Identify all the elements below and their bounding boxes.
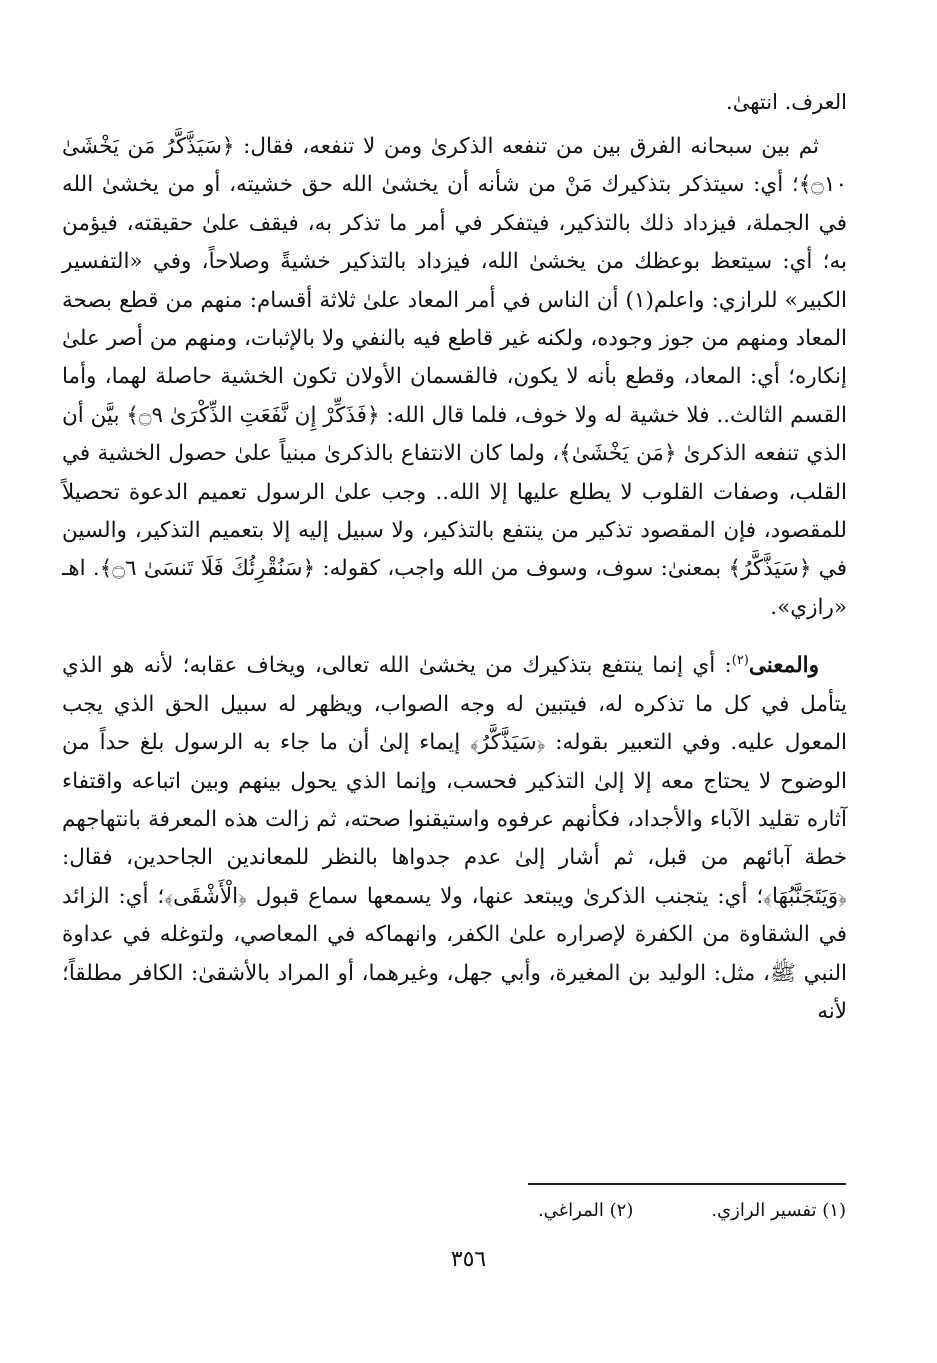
continued-line: العرف. انتهىٰ. [726,90,847,114]
footnote-1: (١) تفسير الرازي. [711,1200,846,1221]
paragraph-2-lead-word: والمعنى [748,653,819,679]
footnote-divider [528,1183,846,1185]
page-body [62,84,847,1031]
page-number: ٣٥٦ [450,1247,487,1272]
footnote-ref-2: (٢) [731,653,749,669]
paragraph-2 [62,647,847,1031]
footnotes [538,1197,846,1225]
paragraph-1: ثم بين سبحانه الفرق بين من تنفعه الذكرىٰ ومن لا تنفعه، فقال: ﴿سَيَذَّكَّرُ مَن يَخْشَىٰ ۝١٠﴾؛ أي: سيتذكر بتذكيرك مَنْ من شأنه أن يخشىٰ الله حق خشيته، أو من يخشىٰ الله في الجملة، فيزداد ذلك بالتذكير، فيتفكر في أمر ما تذكر به، فيقف علىٰ حقيقته، فيؤمن به؛ أي: سيتعظ بوعظك من يخشىٰ الله، فيزداد بالتذكير خشيةً وصلاحاً، وفي «التفسير الكبير» للرازي: واعلم(١) أن الناس في أمر المعاد علىٰ ثلاثة أقسام: منهم من قطع بصحة المعاد ومنهم من جوز وجوده، ولكنه غير قاطع فيه بالنفي ولا بالإثبات، ومنهم من أصر علىٰ إنكاره؛ أي: المعاد، وقطع بأنه لا يكون، فالقسمان الأولان تكون الخشية حاصلة لهما، وأما القسم الثالث.. فلا خشية له ولا خوف، فلما قال الله: ﴿فَذَكِّرْ إِن نَّفَعَتِ الذِّكْرَىٰ ۝٩﴾ بيَّن أن الذي تنفعه الذكرىٰ ﴿مَن يَخْشَىٰ﴾، ولما كان الانتفاع بالذكرىٰ مبنياً علىٰ حصول الخشية في القلب، وصفات القلوب لا يطلع عليها إلا الله.. وجب علىٰ الرسول تعميم الدعوة تحصيلاً للمقصود، فإن المقصود تذكير من ينتفع بالتذكير، ولا سبيل إليه إلا بتعميم التذكير، والسين في ﴿سَيَذَّكَّرُ﴾ بمعنىٰ: سوف، وسوف من الله واجب، كقوله: ﴿سَنُقْرِئُكَ فَلَا تَنسَىٰ ۝٦﴾. اهـ «رازي». [62,134,847,620]
paragraph-2-text: : أي إنما ينتفع بتذكيرك من يخشىٰ الله تعالى، ويخاف عقابه؛ لأنه هو الذي يتأمل في كل ما تذكره له، فيتبين له وجه الصواب، ويظهر له سبيل الحق الذي يجب المعول عليه. وفي التعبير بقوله: ﴿سَيَذَّكَّرُ﴾ إيماء إلىٰ أن ما جاء به الرسول بلغ حداً من الوضوح لا يحتاج معه إلا إلىٰ التذكير فحسب، وإنما الذي يحول بينهم وبين اتباعه واقتفاء آثاره تقليد الآباء والأجداد، فكأنهم عرفوه واستيقنوا صحته، ثم زالت هذه المعرفة بانتهاجهم خطة آبائهم من قبل، ثم أشار إلىٰ عدم جدواها بالنظر للمعاندين الجاحدين، فقال: ﴿وَيَتَجَنَّبُهَا﴾؛ أي: يتجنب الذكرىٰ ويبتعد عنها، ولا يسمعها سماع قبول ﴿الْأَشْقَى﴾؛ أي: الزائد في الشقاوة من الكفرة لإصراره علىٰ الكفر، وانهماكه في المعاصي، ولتوغله في عداوة النبي ﷺ، مثل: الوليد بن المغيرة، وأبي جهل، وغيرهما، أو المراد بالأشقىٰ: الكافر مطلقاً؛ لأنه [62,653,847,1024]
footnote-2: (٢) المراغي. [537,1200,634,1221]
